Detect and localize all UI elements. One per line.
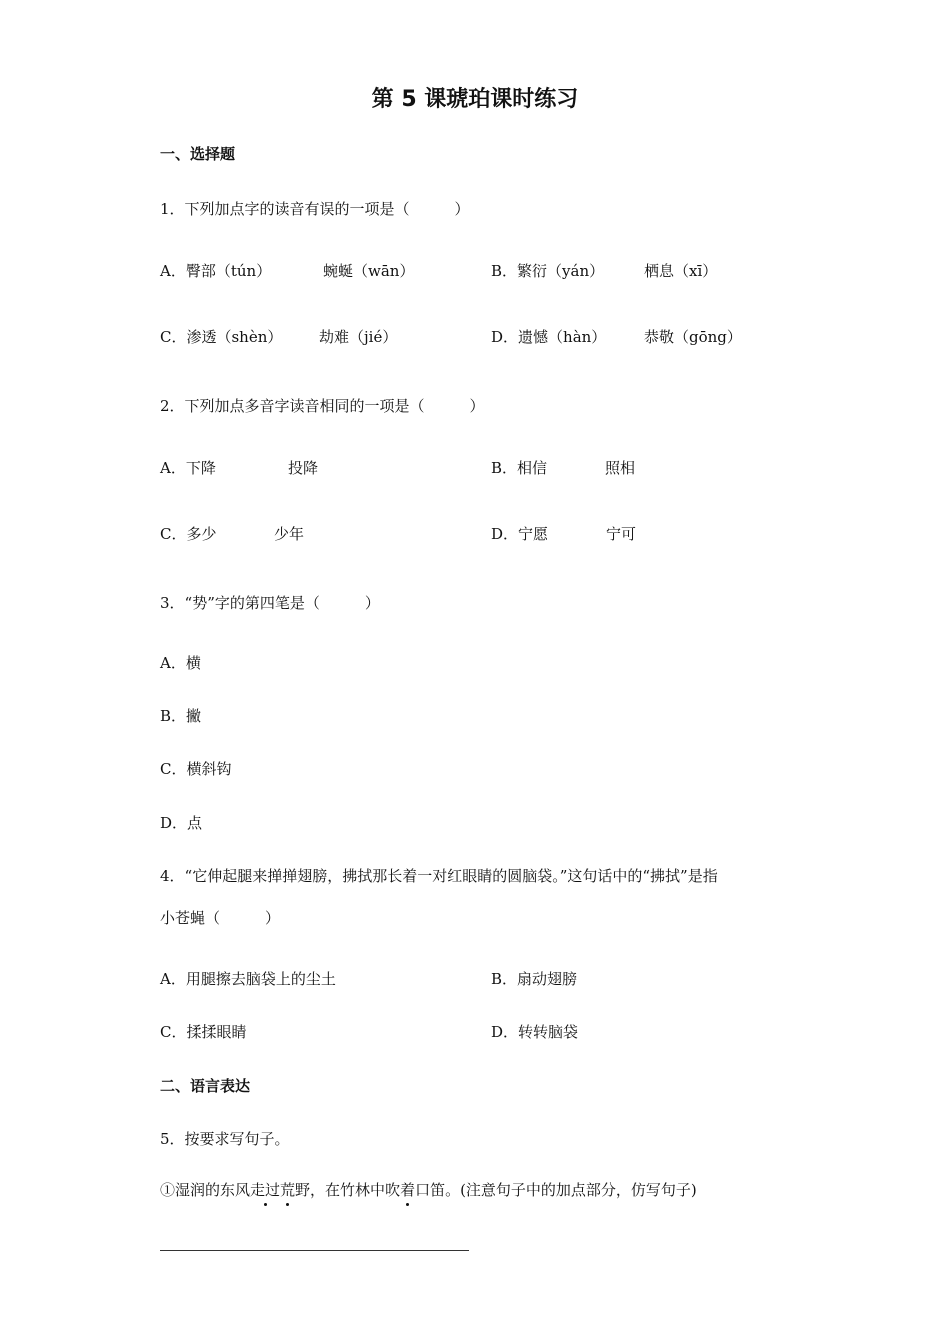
question-2-option-a[interactable] [160,457,216,478]
question-2-option-d[interactable] [491,523,548,544]
option-label: B． [491,459,518,477]
option-b-word-1: 繁衍（yán） [517,262,605,280]
option-a-word-2: 投降 [288,459,319,477]
option-c-word-2: 少年 [274,525,305,543]
question-4-option-a[interactable]: A．用腿擦去脑袋上的尘土 [160,970,336,988]
option-d-word-1: 遗憾（hàn） [518,328,607,346]
question-4-stem-line-2: 小苍蝇（ ） [160,909,281,927]
question-3-option-b[interactable]: B．撇 [160,707,202,725]
option-label: D． [491,328,519,346]
question-1-option-b[interactable] [491,260,604,281]
option-d-word-1: 宁愿 [518,525,549,543]
question-4-option-b[interactable]: B．扇动翅膀 [491,970,578,988]
question-3-option-a[interactable]: A．横 [160,654,201,672]
question-3-stem: 3．“势”字的第四笔是（ ） [160,594,380,612]
option-b-word-2: 栖息（xī） [644,262,718,280]
section-heading-choice: 一、选择题 [160,145,236,163]
question-4-option-d[interactable]: D．转转脑袋 [491,1023,579,1041]
option-b-word-1: 相信 [517,459,548,477]
question-1-option-c[interactable] [160,326,282,347]
option-label: C． [160,328,187,346]
sentence-text: 野，在竹林中 [295,1181,386,1199]
option-c-word-1: 渗透（shèn） [186,328,283,346]
option-label: B． [491,262,518,280]
option-a-word-1: 下降 [185,459,216,477]
question-2-option-c[interactable] [160,523,217,544]
option-label: D． [491,525,519,543]
dotted-emphasis: 走过 [250,1181,281,1199]
question-3-option-c[interactable]: C．横斜钩 [160,760,232,778]
dotted-emphasis: 吹着口 [385,1181,431,1199]
sentence-text: ①湿润的东风 [160,1181,251,1199]
option-c-word-1: 多少 [186,525,217,543]
question-2-option-b[interactable] [491,457,547,478]
sentence-text: 笛。(注意句子中的加点部分，仿写句子) [430,1181,697,1199]
option-a-word-2: 蜿蜒（wān） [323,262,415,280]
option-a-word-1: 臀部（tún） [185,262,272,280]
option-b-word-2: 照相 [605,459,636,477]
dotted-emphasis: 荒 [280,1181,296,1199]
question-2-stem: 2．下列加点多音字读音相同的一项是（ ） [160,397,485,415]
page-title: 第 5 课琥珀课时练习 [371,87,579,112]
option-d-word-2: 宁可 [606,525,637,543]
option-label: C． [160,525,187,543]
option-label: A． [160,262,186,280]
answer-blank-line[interactable] [160,1250,469,1251]
question-1-option-d[interactable] [491,326,606,347]
question-1-option-a[interactable] [160,260,271,281]
option-c-word-2: 劫难（jié） [319,328,398,346]
question-5-sentence-1 [160,1179,697,1200]
question-4-stem-line-1: 4．“它伸起腿来掸掸翅膀，拂拭那长着一对红眼睛的圆脑袋。”这句话中的“拂拭”是指 [160,867,718,885]
question-1-stem: 1．下列加点字的读音有误的一项是（ ） [160,200,470,218]
option-label: A． [160,459,186,477]
question-3-option-d[interactable]: D．点 [160,814,203,832]
question-5-stem: 5．按要求写句子。 [160,1130,290,1148]
section-heading-expression: 二、语言表达 [160,1077,251,1095]
question-4-option-c[interactable]: C．揉揉眼睛 [160,1023,247,1041]
option-d-word-2: 恭敬（gōng） [644,328,742,346]
